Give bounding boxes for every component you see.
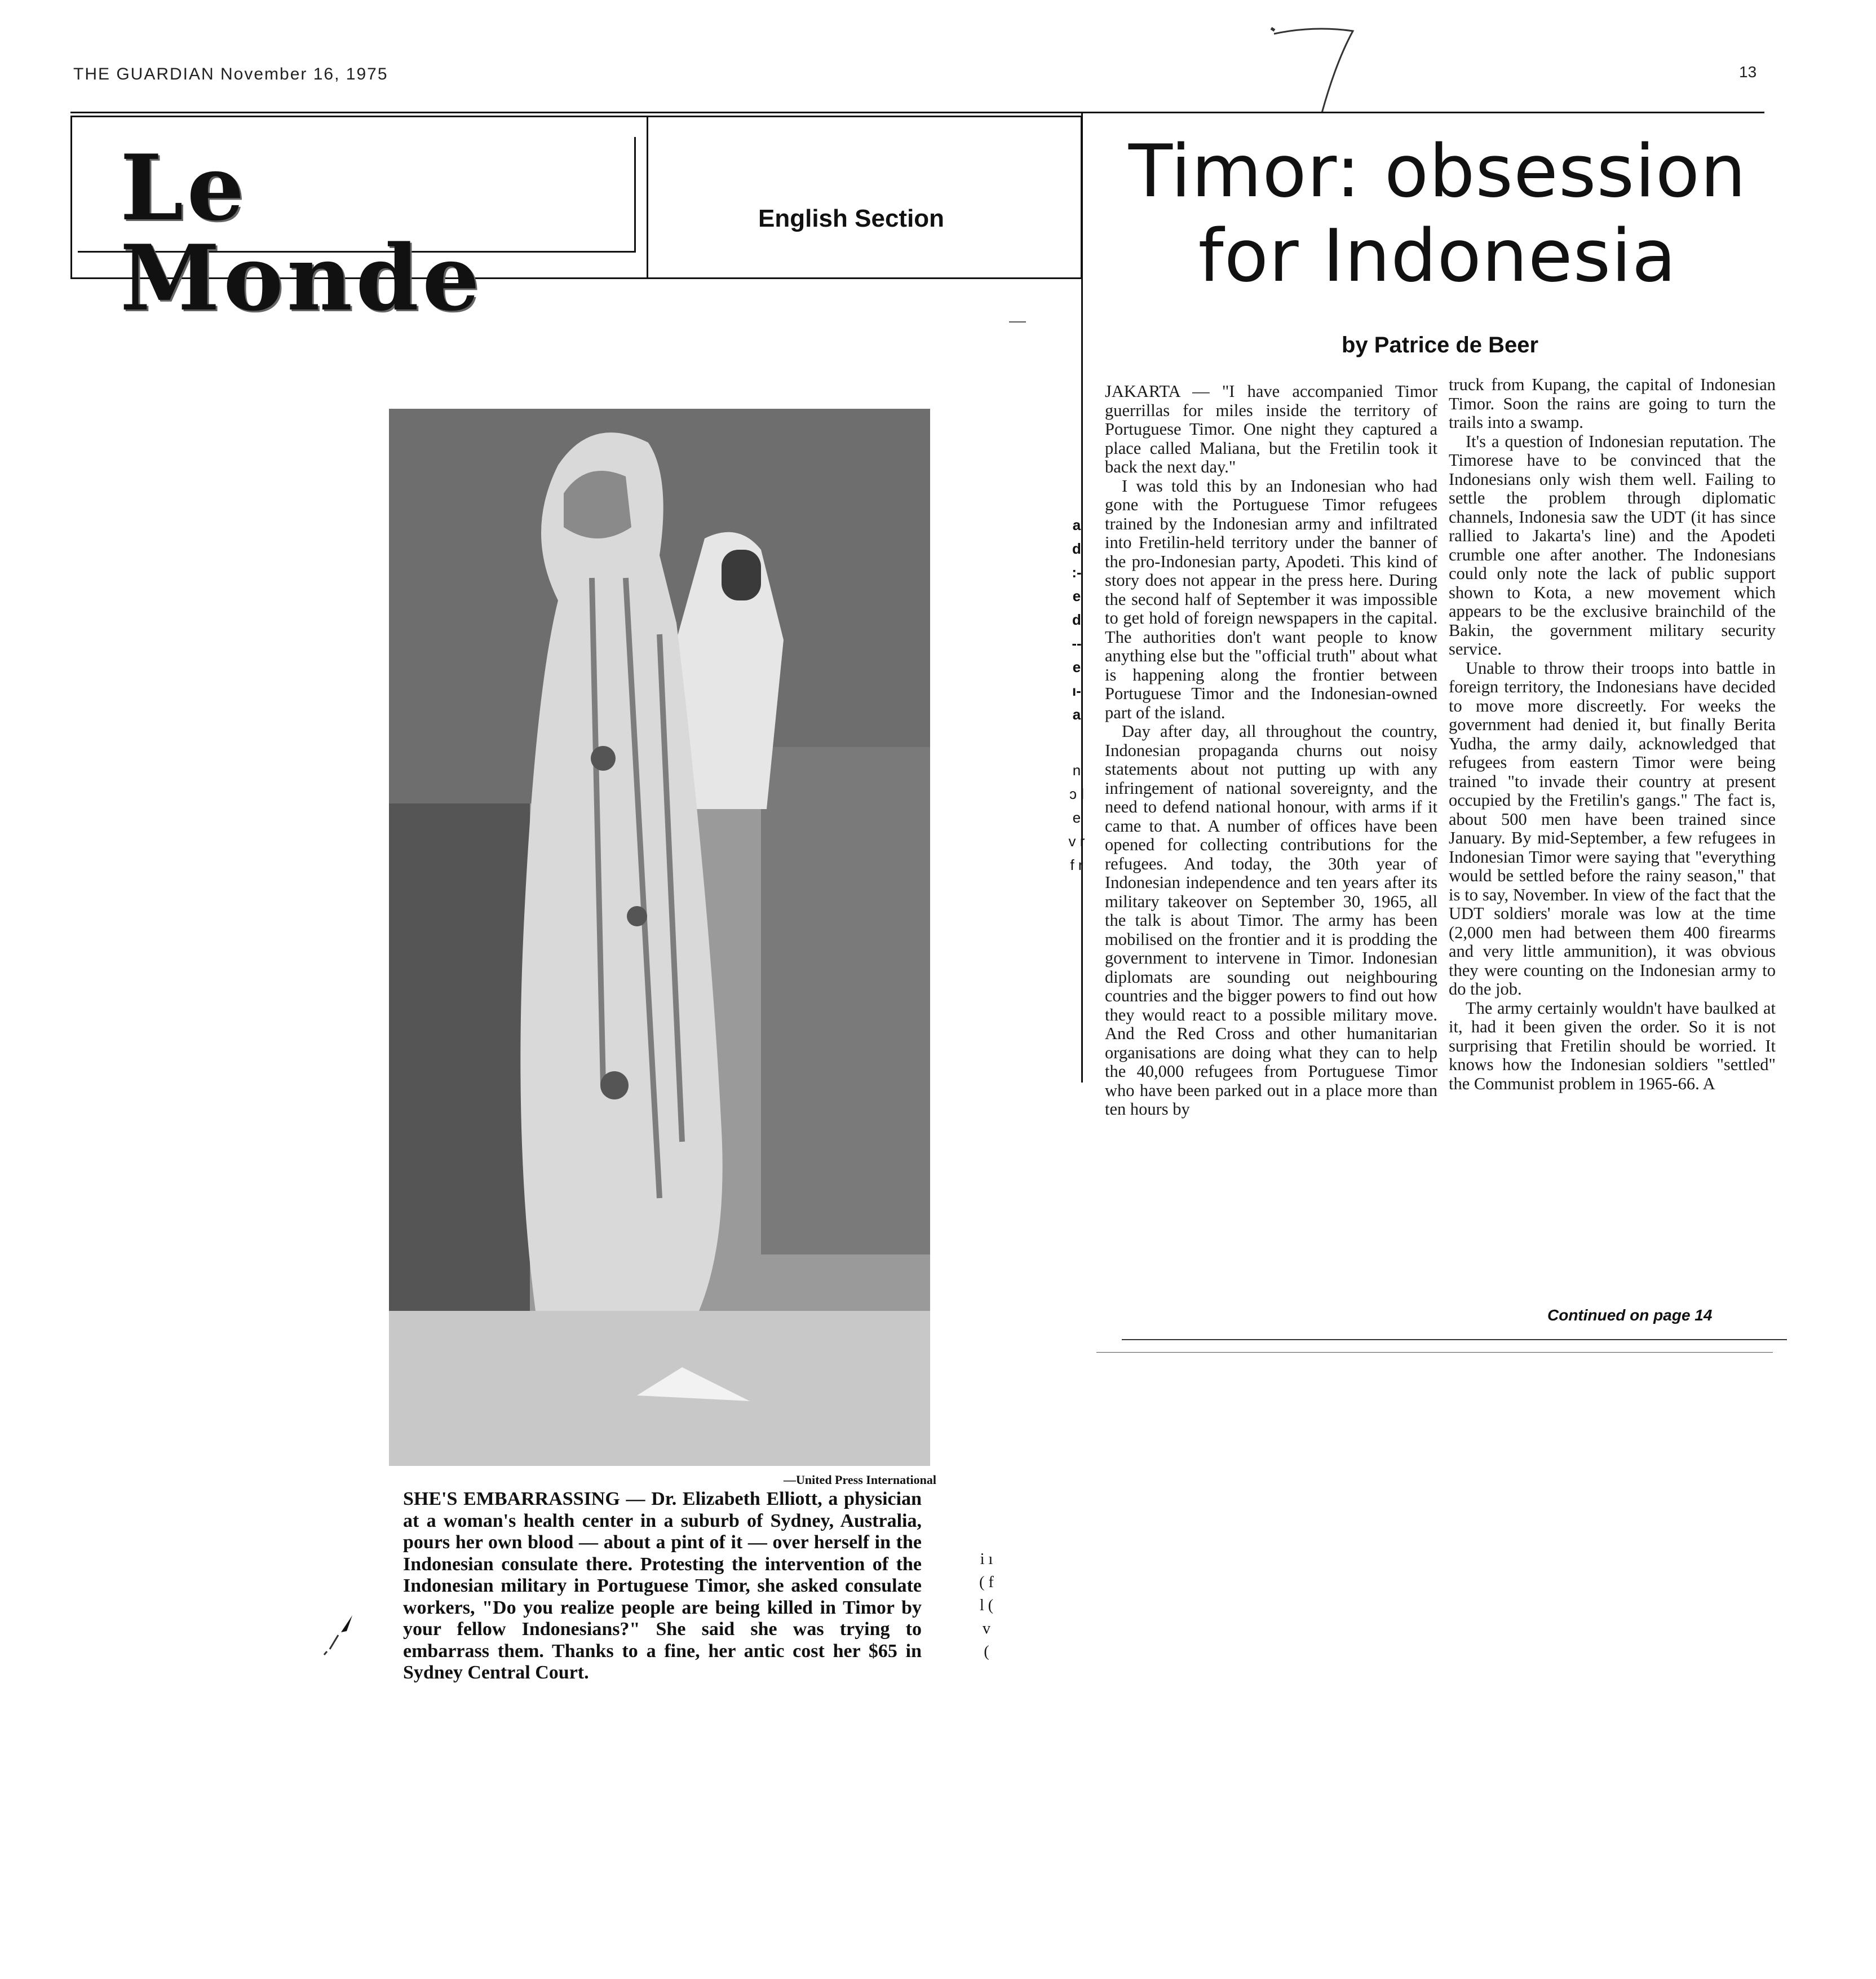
- article-column-1: [1105, 382, 1437, 1119]
- masthead-box: [70, 116, 648, 331]
- handwritten-seven-mark: [1268, 23, 1370, 118]
- paragraph: It's a question of Indonesian reputation. The Timorese have to be convinced that the Indonesians only wish them well. Failing to settle the problem through diplomatic channels, Indonesia saw the UDT (it has since rallied to Jakarta's line) and the Apodeti crumble one after another. The Indonesians could only note the lack of public support shown to Kota, a new movement which appears to be the exclusive brainchild of the Bakin, the government military security service.: [1449, 431, 1776, 659]
- article-column-2: [1449, 376, 1776, 1093]
- article-bottom-rule: [1122, 1339, 1787, 1340]
- paragraph: Unable to throw their troops into battle in foreign territory, the Indonesians have decided to move more discreetly. For weeks the government had denied it, but finally Berita Yudha, the army daily, acknowledged that refugees from eastern Timor were being trained "to invade their country at present occupied by the Fretilin's gangs." The fact is, about 500 men have been trained since January. By mid-September, a few refugees in Indonesian Timor were saying that "everything would be settled before the rainy season," that is to say, November. In view of the fact that the UDT soldiers' morale was low at the time (2,000 men had between them 400 firearms and very little ammunition), it was obvious they were counting on the Indonesian army to do the job.: [1449, 658, 1776, 999]
- pen-mark: [318, 1610, 369, 1660]
- news-photo: [389, 409, 930, 1466]
- page-number: 13: [1739, 63, 1757, 81]
- margin-fragment-letters-caption: i ı ( f l ( v (: [979, 1550, 994, 1660]
- le-monde-logo: Le Monde: [120, 135, 483, 331]
- margin-fragment-letters: a d :- e d -- e ı- a: [1072, 516, 1082, 723]
- continued-note: Continued on page 14: [1547, 1306, 1713, 1324]
- margin-fragment-letters-lower: n ɔ l e v r f r: [1068, 762, 1085, 873]
- article-headline: Timor: obsession for Indonesia: [1128, 130, 1747, 298]
- section-label: English Section: [758, 205, 945, 232]
- paragraph: truck from Kupang, the capital of Indonesian Timor. Soon the rains are going to turn the trails into a swamp.: [1449, 375, 1776, 432]
- stray-dash: [1009, 321, 1026, 323]
- section-label-box: [648, 116, 1082, 279]
- paragraph: JAKARTA — "I have accompanied Timor guerrillas for miles inside the territory of Portuguese Timor. One night they captured a place called Maliana, but the Fretilin took it back the next day.": [1105, 382, 1437, 476]
- paragraph: The army certainly wouldn't have baulked at it, had it been given the order. So it is not surprising that Fretilin should be worried. It knows how the Indonesian soldiers "settled" the Communist problem in 1965-66. A: [1449, 998, 1776, 1093]
- publication-line: THE GUARDIAN November 16, 1975: [73, 65, 388, 83]
- article-bottom-rule-thin: [1096, 1352, 1773, 1353]
- paragraph: I was told this by an Indonesian who had gone with the Portuguese Timor refugees trained by the Indonesian army and infiltrated into Fretilin-held territory under the banner of the pro-Indonesian party, Apodeti. This kind of story does not appear in the press here. During the second half of September it was impossible to get hold of foreign newspapers in the capital. The authorities don't want people to know anything else but the "official truth" about what is happening along the frontier between Portuguese Timor and the Indonesian-owned part of the island.: [1105, 476, 1437, 722]
- top-rule: [70, 112, 1764, 113]
- masthead-inner-frame: [78, 135, 636, 331]
- paragraph: Day after day, all throughout the country, Indonesian propaganda churns out noisy statements about not putting up with any infringement of national sovereignty, and the need to defend national honour, with arms if it came to that. A number of offices have been opened for collecting contributions for the refugees. And today, the 30th year of Indonesian independence and ten years after its military takeover on September 30, 1965, all the talk is about Timor. The army has been mobilised on the frontier and it is prodding the government to intervene in Timor. Indonesian diplomats are sounding out neighbouring countries and the bigger powers to find out how they would react to a possible military move. And the Red Cross and other humanitarian organisations are doing what they can to help the 40,000 refugees from Portuguese Timor who have been parked out in a place more than ten hours by: [1105, 722, 1437, 1119]
- photo-credit: —United Press International: [784, 1473, 936, 1487]
- article-byline: by Patrice de Beer: [1342, 333, 1539, 357]
- photo-caption: SHE'S EMBARRASSING — Dr. Elizabeth Elliott, a physician at a woman's health center in a suburb of Sydney, Australia, pours her own blood — about a pint of it — over herself in the Indonesian consulate there. Protesting the intervention of the Indonesian military in Portuguese Timor, she asked consulate workers, "Do you realize people are being killed in Timor by your fellow Indonesians?" She said she was trying to embarrass them. Thanks to a fine, her antic cost her $65 in Sydney Central Court.: [403, 1488, 922, 1683]
